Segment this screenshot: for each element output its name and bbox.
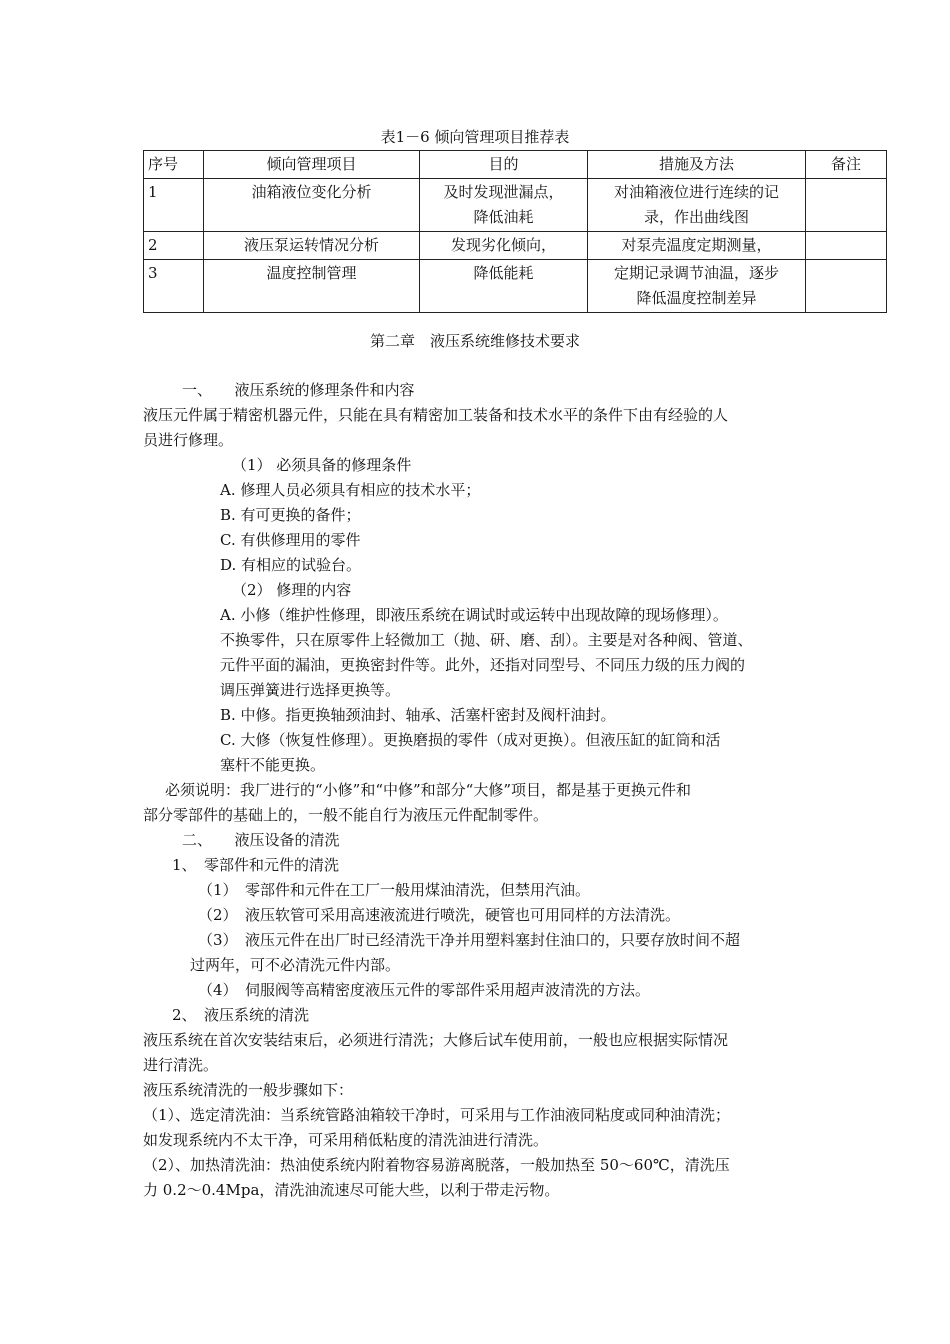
paragraph-line: 液压系统在首次安装结束后，必须进行清洗；大修后试车使用前，一般也应根据实际情况 — [143, 1031, 729, 1049]
chapter-title: 第二章 液压系统维修技术要求 — [369, 332, 580, 350]
subsection-heading: （1） 必须具备的修理条件 — [232, 456, 412, 474]
list-item: （4） 伺服阀等高精密度液压元件的零部件采用超声波清洗的方法。 — [198, 981, 651, 999]
paragraph-line: （2）、加热清洗油：热油使系统内附着物容易游离脱落，一般加热至 50～60℃，清洗压 — [143, 1156, 730, 1174]
cell-purpose: 及时发现泄漏点， 降低油耗 — [420, 179, 588, 232]
cell-remark — [806, 260, 887, 313]
cell-method: 对油箱液位进行连续的记 录，作出曲线图 — [588, 179, 806, 232]
list-item: （2） 液压软管可采用高速液流进行喷洗，硬管也可用同样的方法清洗。 — [198, 906, 681, 924]
paragraph-line: 进行清洗。 — [143, 1056, 219, 1074]
list-item: （1） 零部件和元件在工厂一般用煤油清洗，但禁用汽油。 — [198, 881, 591, 899]
subsection-heading: （2） 修理的内容 — [232, 581, 352, 599]
note-line: 必须说明：我厂进行的“小修”和“中修”和部分“大修”项目，都是基于更换元件和 — [165, 781, 692, 799]
list-item-continuation: 塞杆不能更换。 — [220, 756, 326, 774]
note-line: 部分零部件的基础上的，一般不能自行为液压元件配制零件。 — [143, 806, 549, 824]
list-item: C. 有供修理用的零件 — [220, 531, 361, 549]
list-item: B. 有可更换的备件； — [220, 506, 361, 524]
paragraph-line: （1）、选定清洗油：当系统管路油箱较干净时，可采用与工作油液同粘度或同种油清洗； — [143, 1106, 731, 1124]
list-item: B. 中修。指更换轴颈油封、轴承、活塞杆密封及阀杆油封。 — [220, 706, 616, 724]
paragraph-line: 液压元件属于精密机器元件，只能在具有精密加工装备和技术水平的条件下由有经验的人 — [143, 406, 729, 424]
cell-index: 2 — [144, 232, 204, 260]
list-item: C. 大修（恢复性修理）。更换磨损的零件（成对更换）。但液压缸的缸筒和活 — [220, 731, 721, 749]
cell-item: 油箱液位变化分析 — [204, 179, 420, 232]
cell-remark — [806, 232, 887, 260]
paragraph-line: 如发现系统内不太干净，可采用稍低粘度的清洗油进行清洗。 — [143, 1131, 549, 1149]
list-item: A. 修理人员必须具有相应的技术水平； — [220, 481, 481, 499]
table-header-row — [144, 151, 887, 179]
section-heading: 二、 液压设备的清洗 — [182, 831, 340, 849]
header-remark: 备注 — [806, 151, 887, 179]
paragraph-line: 力 0.2～0.4Mpa，清洗油流速尽可能大些，以利于带走污物。 — [143, 1181, 560, 1199]
header-method: 措施及方法 — [588, 151, 806, 179]
paragraph-line: 液压系统清洗的一般步骤如下： — [143, 1081, 354, 1099]
paragraph-line: 员进行修理。 — [143, 431, 234, 449]
header-item: 倾向管理项目 — [204, 151, 420, 179]
table-row — [144, 179, 887, 232]
cell-index: 3 — [144, 260, 204, 313]
cell-purpose: 降低能耗 — [420, 260, 588, 313]
table-row — [144, 260, 887, 313]
cell-index: 1 — [144, 179, 204, 232]
list-item-continuation: 调压弹簧进行选择更换等。 — [220, 681, 401, 699]
header-index: 序号 — [144, 151, 204, 179]
header-purpose: 目的 — [420, 151, 588, 179]
list-item-continuation: 不换零件，只在原零件上轻微加工（抛、研、磨、刮）。主要是对各种阀、管道、 — [220, 631, 753, 649]
trend-management-table — [143, 150, 887, 313]
cell-remark — [806, 179, 887, 232]
list-item: （3） 液压元件在出厂时已经清洗干净并用塑料塞封住油口的，只要存放时间不超 — [198, 931, 741, 949]
subsection-heading: 2、 液压系统的清洗 — [172, 1006, 310, 1024]
section-heading: 一、 液压系统的修理条件和内容 — [182, 381, 415, 399]
cell-item: 温度控制管理 — [204, 260, 420, 313]
list-item-continuation: 元件平面的漏油，更换密封件等。此外，还指对同型号、不同压力级的压力阀的 — [220, 656, 746, 674]
table-row — [144, 232, 887, 260]
list-item: D. 有相应的试验台。 — [220, 556, 362, 574]
table-caption: 表1－6 倾向管理项目推荐表 — [380, 128, 570, 146]
cell-purpose: 发现劣化倾向， — [420, 232, 588, 260]
list-item-continuation: 过两年，可不必清洗元件内部。 — [190, 956, 401, 974]
list-item: A. 小修（维护性修理，即液压系统在调试时或运转中出现故障的现场修理）。 — [220, 606, 728, 624]
cell-item: 液压泵运转情况分析 — [204, 232, 420, 260]
cell-method: 对泵壳温度定期测量， — [588, 232, 806, 260]
subsection-heading: 1、 零部件和元件的清洗 — [172, 856, 340, 874]
cell-method: 定期记录调节油温，逐步 降低温度控制差异 — [588, 260, 806, 313]
